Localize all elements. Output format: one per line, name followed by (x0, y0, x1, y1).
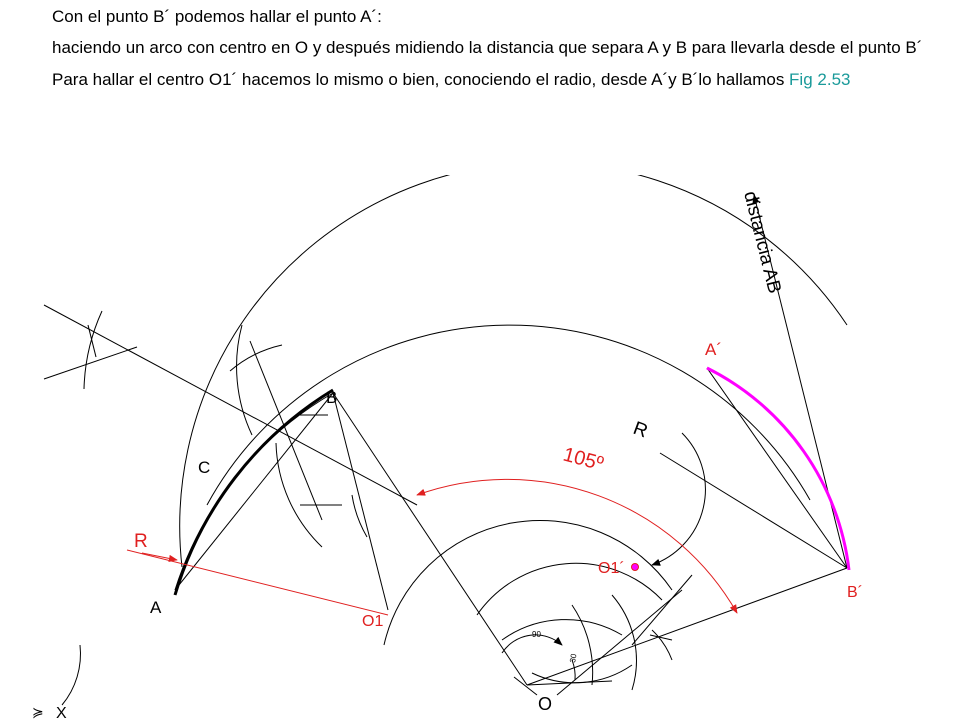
line-b-o1 (333, 393, 388, 610)
tick-mark-1 (44, 347, 137, 379)
label-angle-105: 105º (560, 443, 606, 476)
line-left-diag (44, 305, 417, 505)
arc-ab (175, 390, 333, 595)
r-arc-arrow (652, 433, 705, 565)
label-small-30: 30 (568, 653, 579, 664)
figure-link[interactable]: Fig 2.53 (789, 70, 851, 89)
label-c: C (198, 458, 211, 477)
line-o-bprime (527, 568, 847, 685)
o1-prime-point (632, 564, 639, 571)
red-radius-line (127, 550, 388, 615)
inner-arc-small (502, 620, 622, 640)
label-o: O (538, 694, 553, 714)
instruction-text (52, 6, 932, 101)
cursor-label-x: X (56, 705, 67, 720)
red-radius-arrow (142, 553, 177, 560)
cursor-indicator: ≽ (32, 704, 44, 720)
label-r-black: R (630, 417, 651, 443)
center-paragraph-text: Para hallar el centro O1´ hacemos lo mismo o bien, conociendo el radio, desde A´y B´lo hallamos (52, 70, 790, 89)
label-b-prime: B´ (847, 584, 863, 601)
bisector-right (632, 575, 692, 645)
step-paragraph: haciendo un arco con centro en O y después midiendo la distancia que separa A y B para llevarla desde el punto B´ (52, 38, 923, 57)
label-b: B (326, 388, 338, 407)
label-distancia: distancia AB (739, 189, 785, 296)
inner-arc-right (612, 595, 636, 690)
intro-line: Con el punto B´ podemos hallar el punto A´: (52, 7, 382, 26)
label-o1-prime: O1´ (598, 560, 625, 577)
geometric-drawing (32, 175, 960, 720)
center-paragraph (52, 69, 932, 91)
outer-arc (180, 175, 847, 567)
label-o1: O1 (362, 613, 384, 630)
inner-arc-mid (477, 563, 662, 615)
cross-arc-7 (652, 630, 672, 660)
line-b-a (175, 393, 333, 590)
tick-mark-5 (514, 677, 537, 695)
label-r-red: R (134, 531, 148, 552)
angle-arc-105 (417, 479, 737, 613)
line-bprime-aprime (707, 368, 847, 568)
label-a-prime: A´ (705, 340, 722, 359)
cross-arc-4 (276, 443, 322, 547)
label-a: A (150, 598, 162, 617)
cross-arc-1 (84, 311, 102, 389)
line-o-b (333, 393, 527, 685)
cross-arc-5 (352, 495, 367, 537)
left-small-arc (62, 645, 80, 705)
label-small-90: 90 (532, 630, 541, 639)
